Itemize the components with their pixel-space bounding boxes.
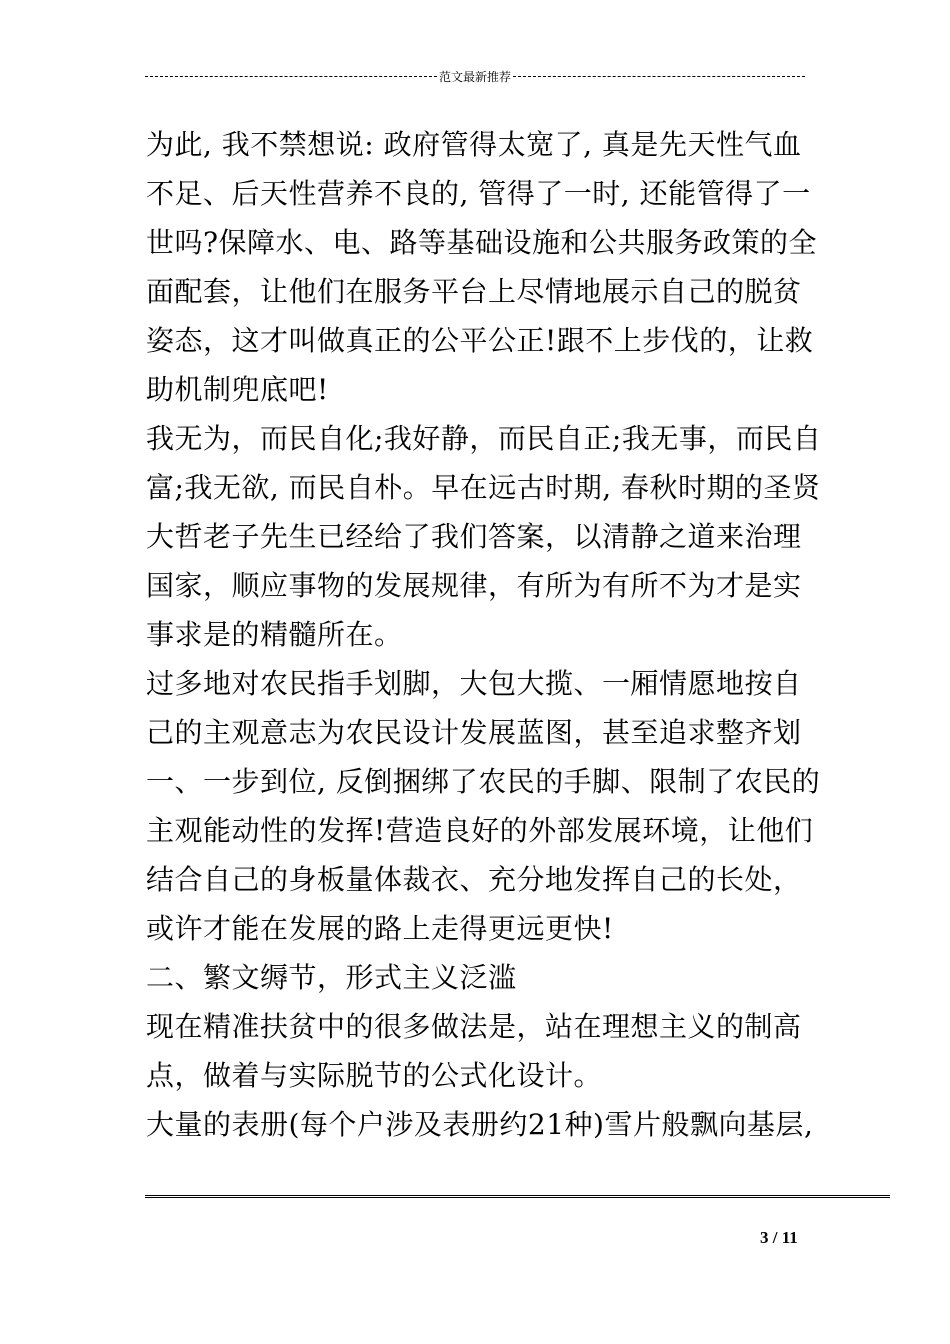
text-line: 国家，顺应事物的发展规律，有所为有所不为才是实 [146, 569, 802, 602]
text-line: 助机制兜底吧! [146, 373, 329, 406]
text-line: 大哲老子先生已经给了我们答案，以清静之道来治理 [146, 520, 802, 553]
text-line: 世吗?保障水、电、路等基础设施和公共服务政策的全 [146, 226, 818, 259]
header-dashed-line-left [145, 76, 437, 77]
text-line: 一、一步到位, 反倒捆绑了农民的手脚、限制了农民的 [146, 765, 821, 798]
page-header [145, 66, 805, 86]
text-line: 面配套，让他们在服务平台上尽情地展示自己的脱贫 [146, 275, 802, 308]
text-line: 点，做着与实际脱节的公式化设计。 [146, 1059, 603, 1092]
text-line: 为此, 我不禁想说: 政府管得太宽了, 真是先天性气血 [146, 128, 802, 161]
text-line: 我无为，而民自化;我好静，而民自正;我无事，而民自 [146, 422, 822, 455]
page-number: 3 / 11 [760, 1228, 798, 1247]
text-line: 过多地对农民指手划脚，大包大揽、一厢情愿地按自 [146, 667, 802, 700]
text-line: 或许才能在发展的路上走得更远更快! [146, 912, 614, 945]
header-dashed-line-right [513, 76, 805, 77]
footer-divider [145, 1195, 890, 1198]
text-line: 结合自己的身板量体裁衣、充分地发挥自己的长处， [146, 863, 802, 896]
header-title: 范文最新推荐 [439, 69, 512, 84]
text-line: 大量的表册(每个户涉及表册约21种)雪片般飘向基层, [146, 1108, 814, 1141]
text-line: 姿态，这才叫做真正的公平公正!跟不上步伐的，让救 [146, 324, 814, 357]
text-line: 不足、后天性营养不良的, 管得了一时, 还能管得了一 [146, 177, 811, 210]
text-line: 富;我无欲, 而民自朴。早在远古时期, 春秋时期的圣贤 [146, 471, 821, 504]
section-heading: 二、繁文缛节，形式主义泛滥 [146, 961, 517, 994]
text-line: 主观能动性的发挥!营造良好的外部发展环境，让他们 [146, 814, 814, 847]
text-line: 现在精准扶贫中的很多做法是，站在理想主义的制高 [146, 1010, 802, 1043]
text-line: 事求是的精髓所在。 [146, 618, 403, 651]
text-line: 己的主观意志为农民设计发展蓝图，甚至追求整齐划 [146, 716, 802, 749]
document-body [146, 120, 822, 1149]
